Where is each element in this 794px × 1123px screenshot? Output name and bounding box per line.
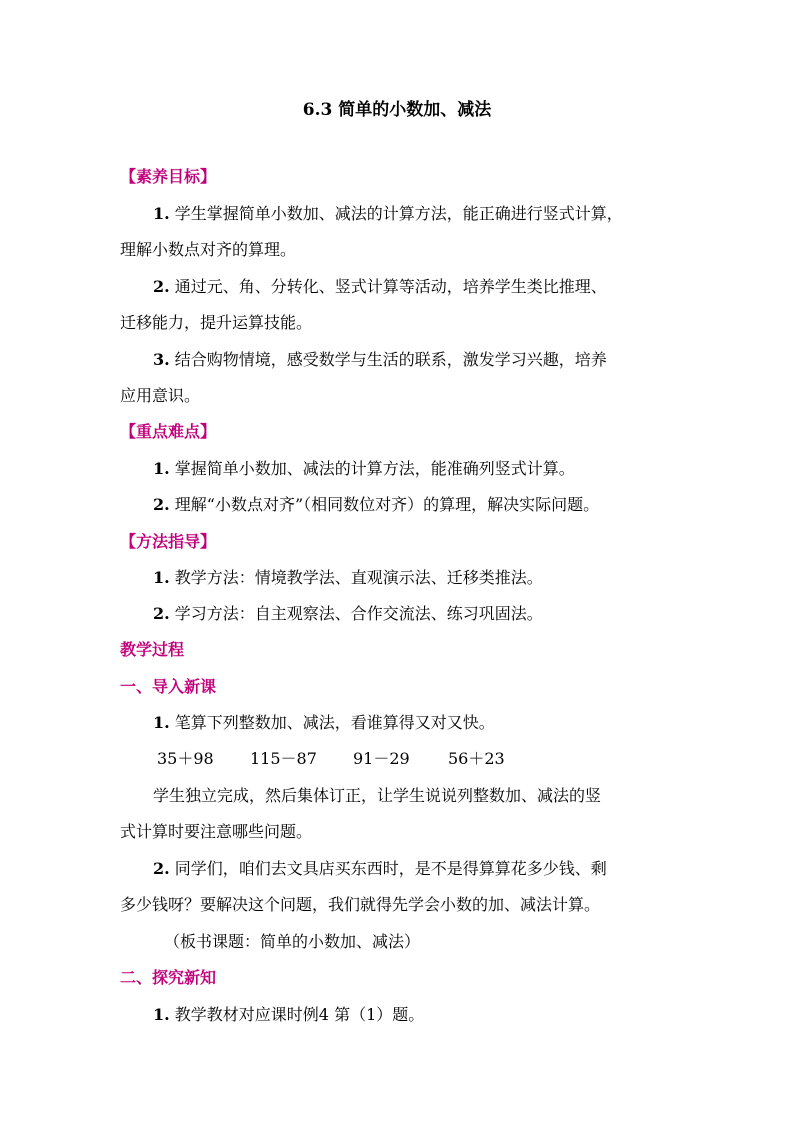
- part2-item-1-number: 1.: [153, 1005, 170, 1024]
- goals-item-1-text: 学生掌握简单小数加、减法的计算方法，能正确进行竖式计算，: [174, 204, 623, 223]
- goals-item-1-line-2: 理解小数点对齐的算理。: [120, 240, 297, 259]
- part2-item-1-text: 教学教材对应课时例4 第（1）题。: [174, 1005, 425, 1024]
- keypoints-item-2-text: 理解“小数点对齐”（相同数位对齐）的算理，解决实际问题。: [174, 495, 600, 514]
- methods-item-2-text: 学习方法：自主观察法、合作交流法、练习巩固法。: [174, 604, 543, 623]
- expression-4: 56＋23: [448, 749, 505, 768]
- part1-item-1-number: 1.: [153, 713, 170, 732]
- methods-item-2-number: 2.: [153, 604, 170, 623]
- keypoints-item-2-number: 2.: [153, 495, 170, 514]
- part1-item-2-line-2: 多少钱呀？要解决这个问题，我们就得先学会小数的加、减法计算。: [120, 895, 601, 914]
- part1-item-2-text: 同学们，咱们去文具店买东西时，是不是得算算花多少钱、剩: [174, 859, 607, 878]
- methods-item-1-number: 1.: [153, 568, 170, 587]
- keypoints-item-1-number: 1.: [153, 459, 170, 478]
- part2-heading: 二、探究新知: [120, 968, 217, 987]
- keypoints-item-1-text: 掌握简单小数加、减法的计算方法，能准确列竖式计算。: [174, 459, 575, 478]
- part1-item-2-line-1: [153, 858, 680, 880]
- part1-item-2-number: 2.: [153, 859, 170, 878]
- methods-heading: 【方法指导】: [120, 532, 217, 551]
- process-heading: 教学过程: [120, 640, 185, 659]
- goals-item-3-text: 结合购物情境，感受数学与生活的联系，激发学习兴趣，培养: [174, 350, 607, 369]
- methods-item-1-text: 教学方法：情境教学法、直观演示法、迁移类推法。: [174, 568, 543, 587]
- keypoints-item-2: [153, 494, 680, 516]
- part2-item-1: [153, 1004, 680, 1026]
- goals-heading: 【素养目标】: [120, 167, 217, 186]
- part1-paragraph-line-1: 学生独立完成，然后集体订正，让学生说说列整数加、减法的竖: [153, 786, 602, 805]
- methods-item-1: [153, 567, 680, 589]
- expression-2: 115－87: [250, 749, 317, 768]
- methods-item-2: [153, 603, 680, 625]
- goals-item-3-line-2: 应用意识。: [120, 386, 201, 405]
- part1-item-1-text: 笔算下列整数加、减法，看谁算得又对又快。: [174, 713, 495, 732]
- keypoints-item-1: [153, 458, 680, 480]
- expression-3: 91－29: [353, 749, 410, 768]
- keypoints-heading: 【重点难点】: [120, 422, 217, 441]
- part1-paragraph-line-2: 式计算时要注意哪些问题。: [120, 822, 313, 841]
- goals-item-3-number: 3.: [153, 350, 170, 369]
- goals-item-2-line-1: [153, 276, 680, 298]
- goals-item-1-number: 1.: [153, 204, 170, 223]
- goals-item-3-line-1: [153, 349, 680, 371]
- part1-item-1: [153, 712, 680, 734]
- board-title-note: （板书课题：简单的小数加、减法）: [164, 932, 421, 951]
- goals-item-2-line-2: 迁移能力，提升运算技能。: [120, 313, 313, 332]
- page-title: 6.3 简单的小数加、减法: [302, 100, 492, 120]
- part1-heading: 一、导入新课: [120, 677, 217, 696]
- expression-1: 35＋98: [157, 749, 214, 768]
- goals-item-2-text: 通过元、角、分转化、竖式计算等活动，培养学生类比推理、: [174, 277, 607, 296]
- goals-item-2-number: 2.: [153, 277, 170, 296]
- goals-item-1-line-1: [153, 203, 680, 225]
